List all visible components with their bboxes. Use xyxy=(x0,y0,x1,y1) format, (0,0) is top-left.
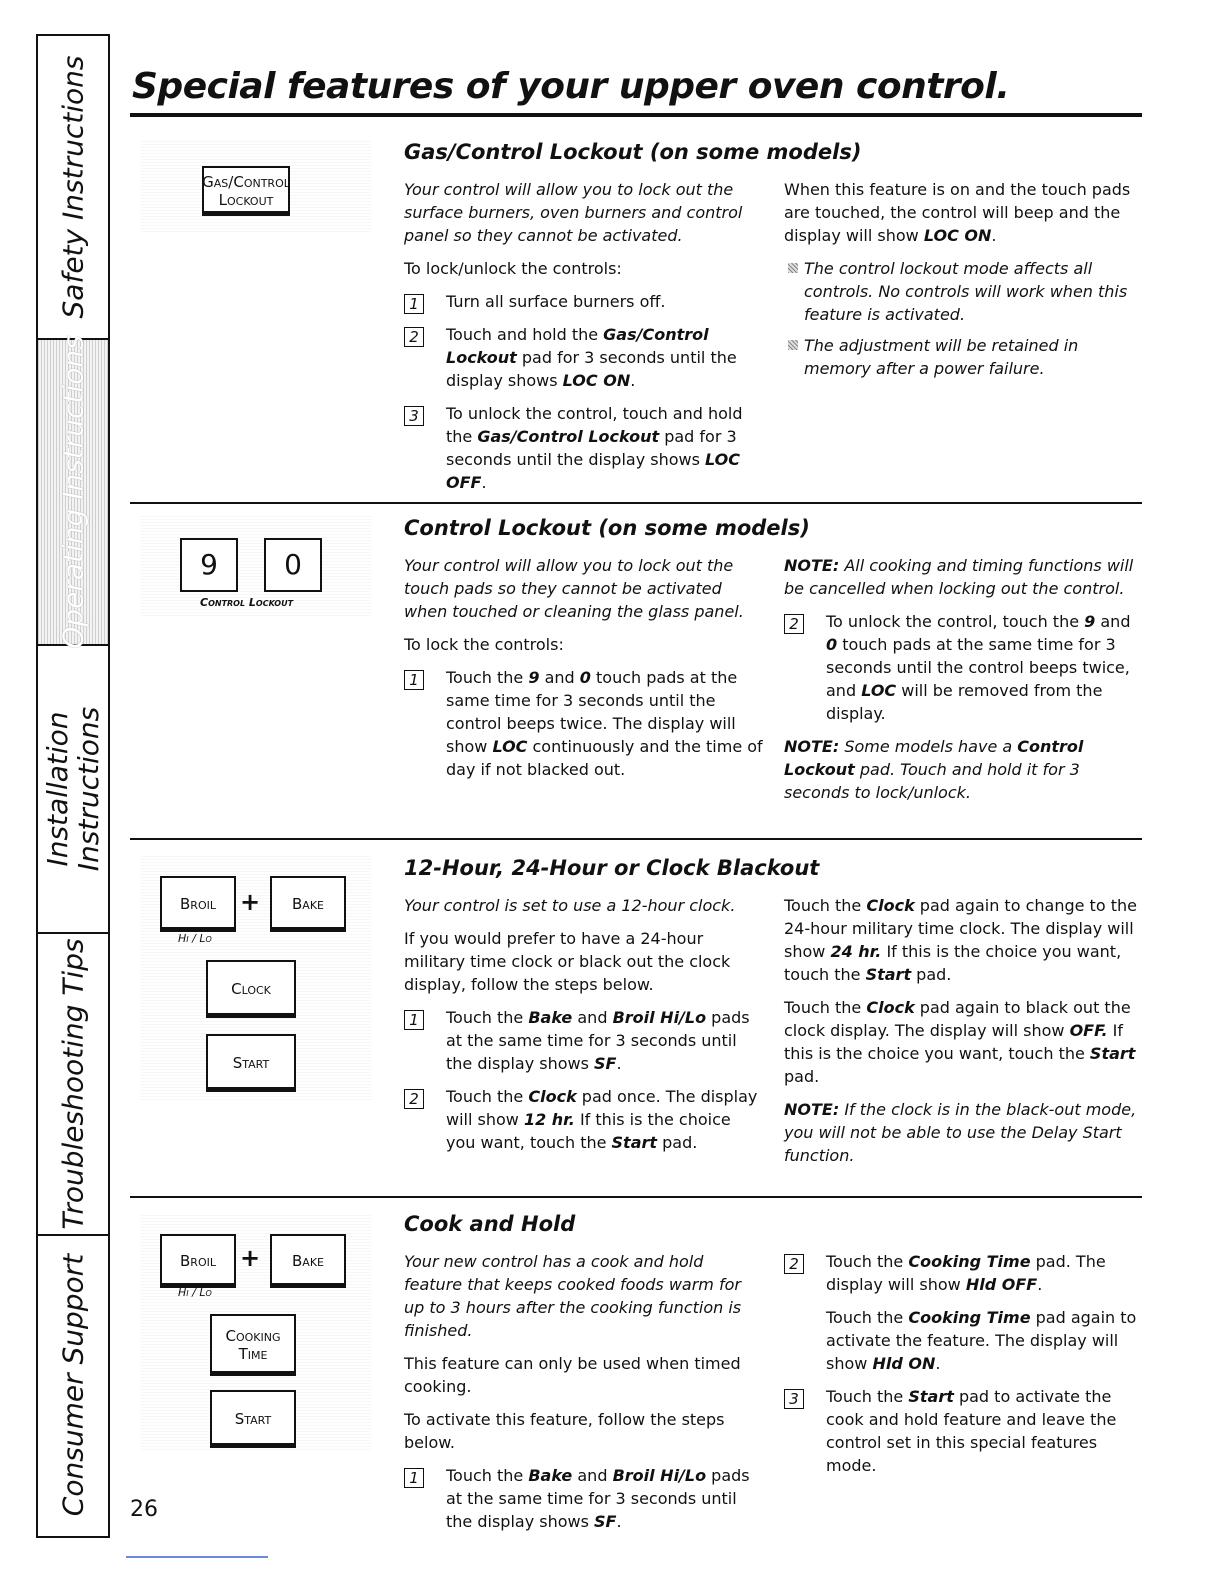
step xyxy=(784,1385,1142,1477)
cooking-time-pad xyxy=(210,1314,296,1376)
text: If this is the choice you want, touch the xyxy=(784,942,1122,984)
clock-pad: Clock xyxy=(206,960,296,1018)
text: Bake xyxy=(528,1008,573,1027)
text: pad for 3 seconds until the display shows xyxy=(446,427,737,469)
section-divider xyxy=(130,1196,1142,1198)
hi-lo-label: Hi / Lo xyxy=(178,932,212,945)
start-pad: Start xyxy=(210,1390,296,1448)
step-number: 3 xyxy=(784,1389,804,1409)
step xyxy=(784,610,1142,725)
broil-pad: Broil xyxy=(160,1234,236,1288)
step-number: 3 xyxy=(404,406,424,426)
step-number: 1 xyxy=(404,1468,424,1488)
text: Broil Hi/Lo xyxy=(612,1008,707,1027)
text: Touch the xyxy=(826,1308,909,1327)
text: LOC ON xyxy=(923,226,992,245)
text: LOC xyxy=(492,737,528,756)
text: Control Lockout xyxy=(784,737,1084,779)
text: Some models have a xyxy=(839,737,1018,756)
plus-icon: + xyxy=(240,1244,261,1272)
broil-pad: Broil xyxy=(160,876,236,932)
text: The control lockout mode affects all controls. No controls will work when this feature is activated. xyxy=(804,259,1128,324)
plus-icon: + xyxy=(240,888,261,916)
text: pad for 3 seconds until the display shows xyxy=(446,348,737,390)
gas-control-lockout-illustration xyxy=(140,140,372,232)
text: If this is the choice you want, touch the xyxy=(784,1021,1124,1063)
paragraph: Your new control has a cook and hold feature that keeps cooked foods warm for up to 3 hours after the cooking function is finished. xyxy=(404,1252,742,1340)
step-number: 2 xyxy=(784,614,804,634)
text: To unlock the control, touch the xyxy=(826,612,1085,631)
text: 24 hr. xyxy=(830,942,882,961)
text: 9 xyxy=(1084,612,1096,631)
text: pad once. The display will show xyxy=(446,1087,758,1129)
step-number: 1 xyxy=(404,670,424,690)
text: Clock xyxy=(866,896,915,915)
s4-left-column xyxy=(404,1250,764,1543)
pad-0: 0 xyxy=(264,538,322,592)
step xyxy=(404,290,764,313)
bullet-icon xyxy=(788,340,798,350)
hi-lo-label: Hi / Lo xyxy=(178,1286,212,1299)
step xyxy=(404,1085,764,1154)
step: 1 Touch the Bake and Broil Hi/Lo pads at the same time for 3 seconds until the display shows SF. xyxy=(404,1006,764,1075)
s4-right-column xyxy=(784,1250,1142,1487)
paragraph: To activate this feature, follow the steps below. xyxy=(404,1410,725,1452)
text: will be removed from the display. xyxy=(826,681,1103,723)
text: OFF. xyxy=(1069,1021,1108,1040)
s1-left-column xyxy=(404,178,764,504)
page-title: Special features of your upper oven control. xyxy=(132,66,1010,107)
paragraph: This feature can only be used when timed cooking. xyxy=(404,1354,741,1396)
step: 2 Touch the Cooking Time pad. The display will show Hld OFF. xyxy=(784,1250,1142,1296)
text: To unlock the control, touch and hold the xyxy=(446,404,743,446)
section-heading: Gas/Control Lockout (on some models) xyxy=(404,140,862,164)
s2-right-column xyxy=(784,554,1142,814)
side-tabs xyxy=(36,34,110,1538)
pad-label: Gas/Control xyxy=(202,173,290,191)
step-number: 1 xyxy=(404,294,424,314)
paragraph: To lock/unlock the controls: xyxy=(404,259,622,278)
start-pad: Start xyxy=(206,1034,296,1092)
text: touch pads at the same time for 3 seconds until the control beeps twice. The display will show xyxy=(446,668,738,756)
text: LOC ON xyxy=(562,371,631,390)
pad-label: Lockout xyxy=(218,191,274,209)
text: Clock xyxy=(528,1087,577,1106)
text: and xyxy=(572,1008,613,1027)
section-heading: Cook and Hold xyxy=(404,1212,576,1236)
text: LOC xyxy=(861,681,897,700)
text: If this is the choice you want, touch the xyxy=(446,1110,731,1152)
text: Start xyxy=(1089,1044,1136,1063)
text: pad. Touch and hold it for 3 seconds to lock/unlock. xyxy=(784,760,1080,802)
cook-and-hold-illustration xyxy=(140,1214,372,1450)
tab-operating-instructions[interactable]: Operating Instructions xyxy=(38,340,108,646)
text: When this feature is on and the touch pads are touched, the control will beep and the display will show xyxy=(784,180,1131,245)
text: and xyxy=(1095,612,1131,631)
note-label: NOTE: xyxy=(784,556,840,575)
pad-9: 9 xyxy=(180,538,238,592)
text: Bake xyxy=(528,1466,573,1485)
step xyxy=(404,666,764,781)
paragraph: To lock the controls: xyxy=(404,635,564,654)
text: Broil Hi/Lo xyxy=(612,1466,707,1485)
tab-consumer-support[interactable]: Consumer Support xyxy=(56,1253,90,1517)
pad-caption: Control Lockout xyxy=(200,596,294,609)
paragraph: Your control is set to use a 12-hour clock. xyxy=(404,896,736,915)
text: Hld OFF xyxy=(965,1275,1038,1294)
bullet-icon xyxy=(788,263,798,273)
step-number: 2 xyxy=(404,1089,424,1109)
text: Gas/Control Lockout xyxy=(477,427,660,446)
tab-installation-instructions[interactable]: Installation Instructions xyxy=(38,646,108,934)
pad-label: Time xyxy=(238,1345,268,1363)
text: pad. The display will show xyxy=(826,1252,1106,1294)
text: pad again to black out the clock display. The display will show xyxy=(784,998,1131,1040)
tab-safety-instructions[interactable]: Safety Instructions xyxy=(38,36,108,340)
step: 1 Touch the Bake and Broil Hi/Lo pads at the same time for 3 seconds until the display shows SF. xyxy=(404,1464,764,1533)
text: Touch the xyxy=(446,1008,529,1027)
text: pad again to activate the feature. The display will show xyxy=(826,1308,1137,1373)
gas-control-lockout-pad xyxy=(202,166,290,216)
text: SF xyxy=(594,1512,617,1531)
step-number: 2 xyxy=(784,1254,804,1274)
text: Hld ON xyxy=(872,1354,936,1373)
step-number: 2 xyxy=(404,327,424,347)
text: Clock xyxy=(866,998,915,1017)
text: pad. xyxy=(784,1067,820,1086)
text: LOC OFF xyxy=(446,450,740,492)
text: pad to activate the cook and hold feature and leave the control set in this special features mode. xyxy=(826,1387,1117,1475)
text: 9 xyxy=(528,668,540,687)
page-number: 26 xyxy=(130,1497,158,1522)
s1-right-column: When this feature is on and the touch pads are touched, the control will beep and the display will show LOC ON. The control lockout mode affects all controls. No controls will work when this feature is activated. The adjustment will be retained in memory after a power failure. xyxy=(784,178,1140,388)
text: Touch the xyxy=(446,1087,529,1106)
bake-pad: Bake xyxy=(270,1234,346,1288)
section-heading: Control Lockout (on some models) xyxy=(404,516,810,540)
bake-pad: Bake xyxy=(270,876,346,932)
text: If the clock is in the black-out mode, you will not be able to use the Delay Start function. xyxy=(784,1100,1137,1165)
text: pad. xyxy=(911,965,952,984)
text: Touch the xyxy=(446,1466,529,1485)
section-heading: 12-Hour, 24-Hour or Clock Blackout xyxy=(404,856,820,880)
paragraph: Your control will allow you to lock out the surface burners, oven burners and control panel so they cannot be activated. xyxy=(404,180,743,245)
text: 12 hr. xyxy=(523,1110,575,1129)
text: pad again to change to the 24-hour military time clock. The display will show xyxy=(784,896,1137,961)
text: pads at the same time for 3 seconds until the display shows xyxy=(446,1008,750,1073)
s2-left-column xyxy=(404,554,764,791)
text: Start xyxy=(611,1133,658,1152)
text: Gas/Control Lockout xyxy=(446,325,709,367)
text: Touch and hold the xyxy=(446,325,604,344)
section-divider xyxy=(130,838,1142,840)
s3-right-column xyxy=(784,894,1142,1177)
text: The adjustment will be retained in memory after a power failure. xyxy=(804,336,1079,378)
step-number: 1 xyxy=(404,1010,424,1030)
section-divider xyxy=(130,502,1142,504)
step: Touch the Cooking Time pad again to activate the feature. The display will show Hld ON. xyxy=(826,1308,1137,1373)
text: Touch the xyxy=(784,998,867,1017)
text: SF xyxy=(594,1054,617,1073)
step-text: Turn all surface burners off. xyxy=(446,292,666,311)
text: Touch the xyxy=(784,896,867,915)
text: pads at the same time for 3 seconds until the display shows xyxy=(446,1466,750,1531)
text: Touch the xyxy=(446,668,529,687)
pad-label: Cooking xyxy=(225,1327,281,1345)
text: 0 xyxy=(579,668,591,687)
text: All cooking and timing functions will be cancelled when locking out the control. xyxy=(784,556,1134,598)
tab-troubleshooting-tips[interactable]: Troubleshooting Tips xyxy=(38,934,108,1236)
text: Touch the xyxy=(826,1252,909,1271)
paragraph: If you would prefer to have a 24-hour military time clock or black out the clock display, follow the steps below. xyxy=(404,929,731,994)
step: 2 Touch and hold the Gas/Control Lockout pad for 3 seconds until the display shows LOC ON. xyxy=(404,323,764,392)
text: Cooking Time xyxy=(908,1308,1031,1327)
bullet xyxy=(784,334,1140,380)
paragraph: Your control will allow you to lock out the touch pads so they cannot be activated when touched or cleaning the glass panel. xyxy=(404,556,744,621)
s3-left-column xyxy=(404,894,764,1164)
title-divider xyxy=(130,113,1142,117)
bullet xyxy=(784,257,1140,326)
text: 0 xyxy=(826,635,838,654)
note-label: NOTE: xyxy=(784,1100,840,1119)
text: Start xyxy=(865,965,912,984)
text: Start xyxy=(908,1387,954,1406)
text: and xyxy=(539,668,580,687)
footer-line xyxy=(126,1556,268,1558)
text: Touch the xyxy=(826,1387,909,1406)
clock-illustration xyxy=(140,856,372,1100)
text: Cooking Time xyxy=(908,1252,1031,1271)
text: pad. xyxy=(657,1133,698,1152)
note-label: NOTE: xyxy=(784,737,840,756)
text: touch pads at the same time for 3 seconds until the control beeps twice, and xyxy=(826,635,1130,700)
text: and xyxy=(572,1466,613,1485)
step: 3 To unlock the control, touch and hold the Gas/Control Lockout pad for 3 seconds until the display shows LOC OFF. xyxy=(404,402,764,494)
control-lockout-illustration xyxy=(140,516,372,616)
text: continuously and the time of day if not blacked out. xyxy=(446,737,763,779)
